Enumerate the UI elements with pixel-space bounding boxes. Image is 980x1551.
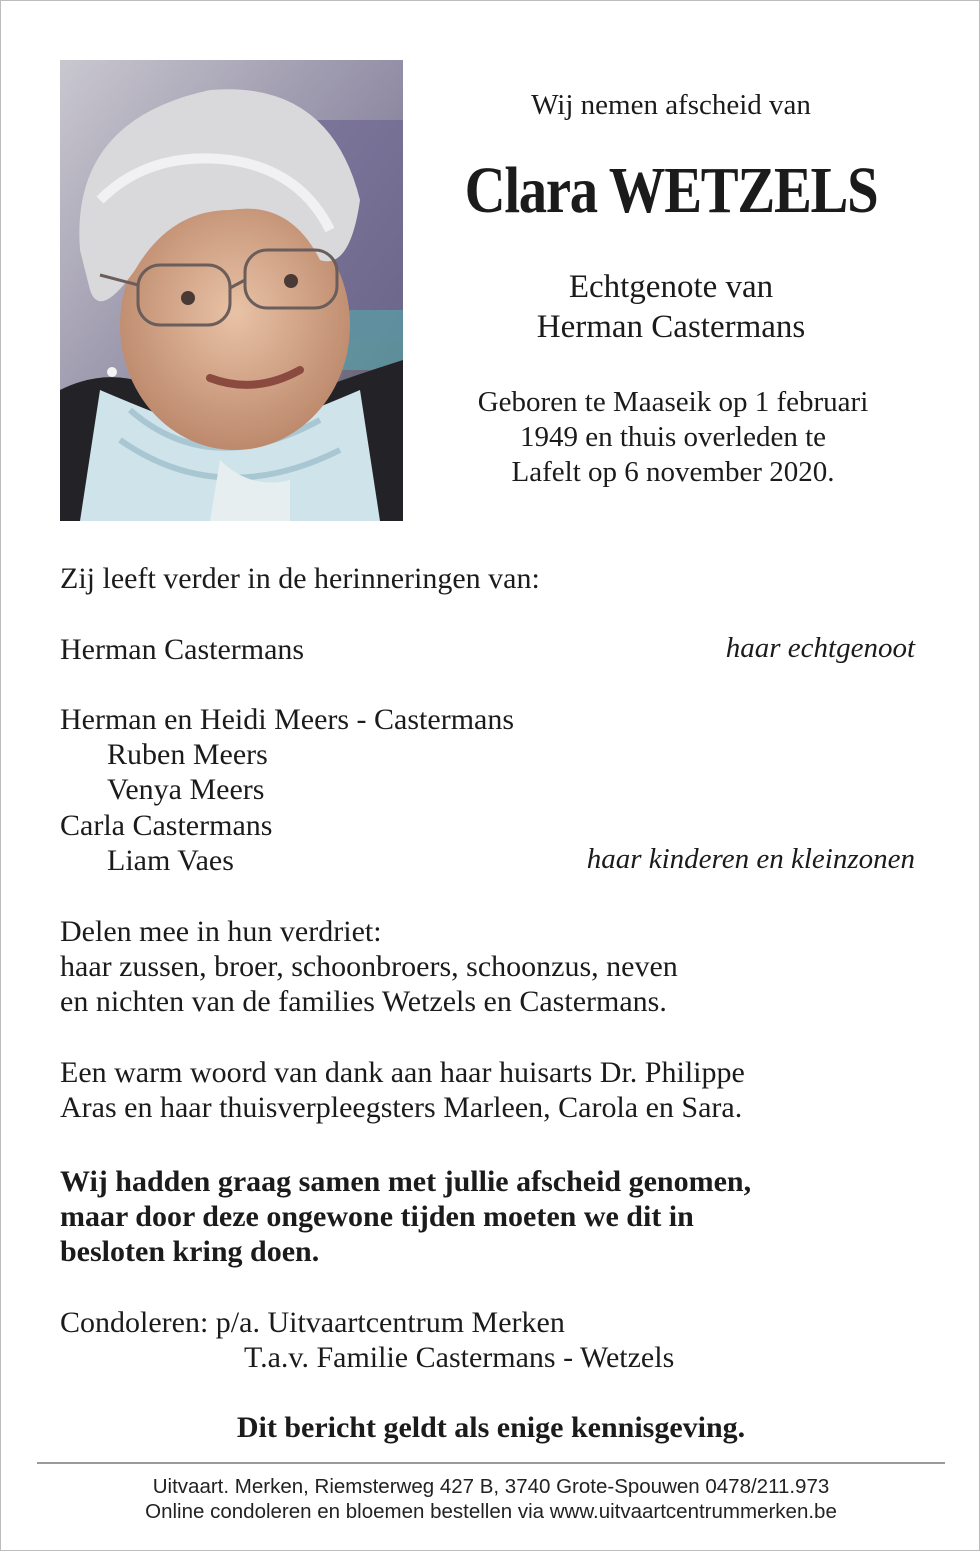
footer-divider: [37, 1462, 945, 1464]
family-member: Liam Vaes: [107, 844, 234, 877]
family-member: Ruben Meers: [107, 738, 268, 771]
grief-line: haar zussen, broer, schoonbroers, schoonzus, neven: [60, 950, 678, 983]
grief-line: en nichten van de families Wetzels en Castermans.: [60, 985, 667, 1018]
family-member: Herman en Heidi Meers - Castermans: [60, 703, 515, 736]
family-spouse-name: Herman Castermans: [60, 633, 305, 666]
condolences-addressee: T.a.v. Familie Castermans - Wetzels: [244, 1341, 675, 1374]
condolences-line: Condoleren: p/a. Uitvaartcentrum Merken: [60, 1306, 565, 1339]
birth-line: Geboren te Maaseik op 1 februari: [477, 386, 869, 418]
thanks-line: Een warm woord van dank aan haar huisarts Dr. Philippe: [60, 1056, 745, 1089]
intro-line: Wij nemen afscheid van: [531, 89, 811, 121]
family-member: Venya Meers: [107, 773, 265, 806]
spouse-block: [421, 267, 921, 347]
deceased-name: Clara WETZELS: [464, 154, 878, 227]
notice-line: Wij hadden graag samen met jullie afscheid genomen,: [60, 1165, 752, 1198]
grief-line: Delen mee in hun verdriet:: [60, 915, 382, 948]
spouse-name: Herman Castermans: [536, 309, 806, 345]
birth-line: 1949 en thuis overleden te: [519, 421, 827, 453]
notice-line: besloten kring doen.: [60, 1235, 320, 1268]
family-member: Carla Castermans: [60, 809, 273, 842]
family-spouse-relation: haar echtgenoot: [725, 632, 915, 664]
family-intro: Zij leeft verder in de herinneringen van:: [60, 562, 540, 595]
footer-address: Uitvaart. Merken, Riemsterweg 427 B, 3740 Grote-Spouwen 0478/211.973: [152, 1475, 830, 1498]
portrait-photo: [60, 60, 403, 521]
portrait-icon: [60, 60, 403, 521]
spouse-line: Echtgenote van: [568, 269, 774, 305]
closing-notice: Dit bericht geldt als enige kennisgeving.: [236, 1411, 746, 1444]
notice-line: maar door deze ongewone tijden moeten we dit in: [60, 1200, 694, 1233]
children-relation: haar kinderen en kleinzonen: [586, 843, 915, 875]
footer-website: Online condoleren en bloemen bestellen via www.uitvaartcentrummerken.be: [145, 1500, 837, 1523]
death-line: Lafelt op 6 november 2020.: [511, 456, 835, 488]
birth-death-block: [413, 385, 933, 490]
thanks-line: Aras en haar thuisverpleegsters Marleen, Carola en Sara.: [60, 1091, 743, 1124]
